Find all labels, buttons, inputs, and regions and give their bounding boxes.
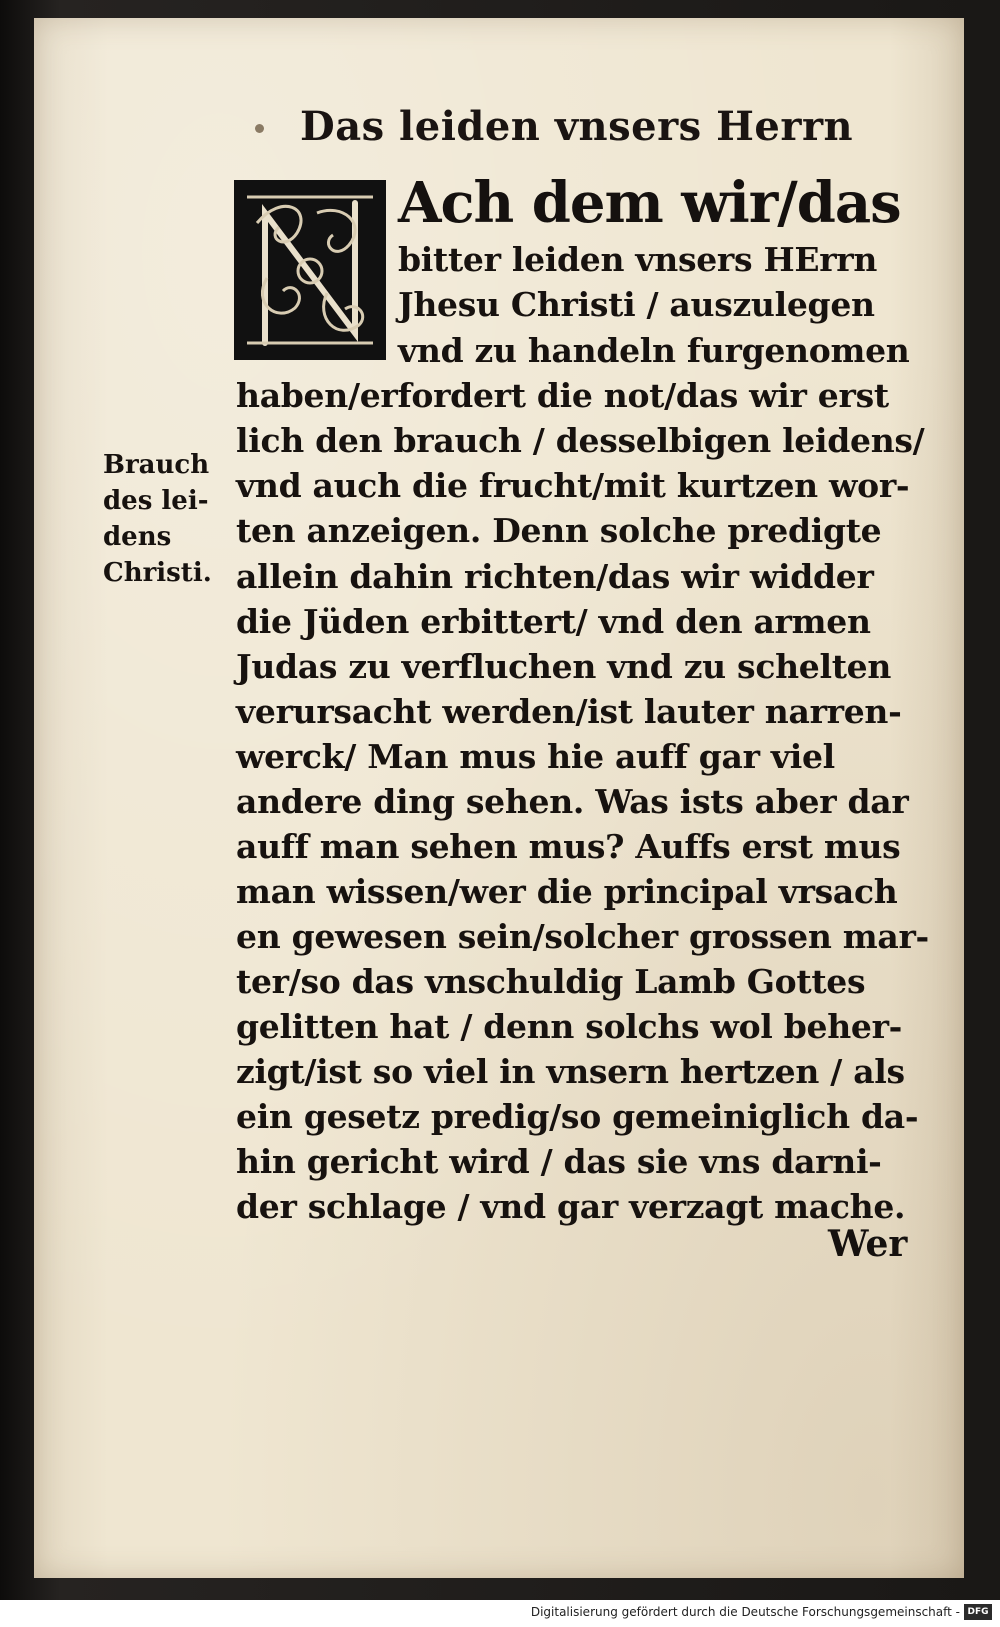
catchword: Wer [828,1223,908,1265]
text-line: Judas zu verfluchen vnd zu schelten [236,647,892,686]
marginal-note-line: dens [103,522,172,552]
text-line: andere ding sehen. Was ists aber dar [236,782,909,821]
text-line: zigt/ist so viel in vnsern hertzen / als [236,1052,905,1091]
text-line: ter/so das vnschuldig Lamb Gottes [236,962,866,1001]
text-line: ein gesetz predig/so gemeiniglich da- [236,1097,919,1136]
text-line: en gewesen sein/solcher grossen mar- [236,917,929,956]
ink-spot [255,124,264,133]
text-line: allein dahin richten/das wir widder [236,557,874,596]
opening-line: Ach dem wir/das [398,170,901,236]
marginal-note-line: Christi. [103,558,212,588]
text-line: Jhesu Christi / auszulegen [398,285,875,324]
marginal-note-line: Brauch [103,450,210,480]
text-line: haben/erfordert die not/das wir erst [236,376,889,415]
decorated-initial-n [234,180,386,360]
text-line: vnd auch die frucht/mit kurtzen wor- [236,466,910,505]
text-line: der schlage / vnd gar verzagt mache. [236,1187,906,1226]
dfg-logo: DFG [964,1604,992,1620]
text-line: lich den brauch / desselbigen leidens/ [236,421,925,460]
text-line: werck/ Man mus hie auff gar viel [236,737,835,776]
text-line: bitter leiden vnsers HErrn [398,240,878,279]
attribution-footer [0,1600,1000,1627]
text-line: ten anzeigen. Denn solche predigte [236,511,882,550]
text-line: auff man sehen mus? Auffs erst mus [236,827,901,866]
text-line: vnd zu handeln furgenomen [398,331,910,370]
ornament-icon [237,183,383,357]
funding-note: Digitalisierung gefördert durch die Deutsche Forschungsgemeinschaft - [530,1605,960,1619]
text-line: verursacht werden/ist lauter narren- [236,692,902,731]
running-head: Das leiden vnsers Herrn [300,103,854,150]
text-line: die Jüden erbittert/ vnd den armen [236,602,871,641]
text-line: man wissen/wer die principal vrsach [236,872,898,911]
text-line: gelitten hat / denn solchs wol beher- [236,1007,903,1046]
text-line: hin gericht wird / das sie vns darni- [236,1142,882,1181]
marginal-note-line: des lei- [103,486,209,516]
